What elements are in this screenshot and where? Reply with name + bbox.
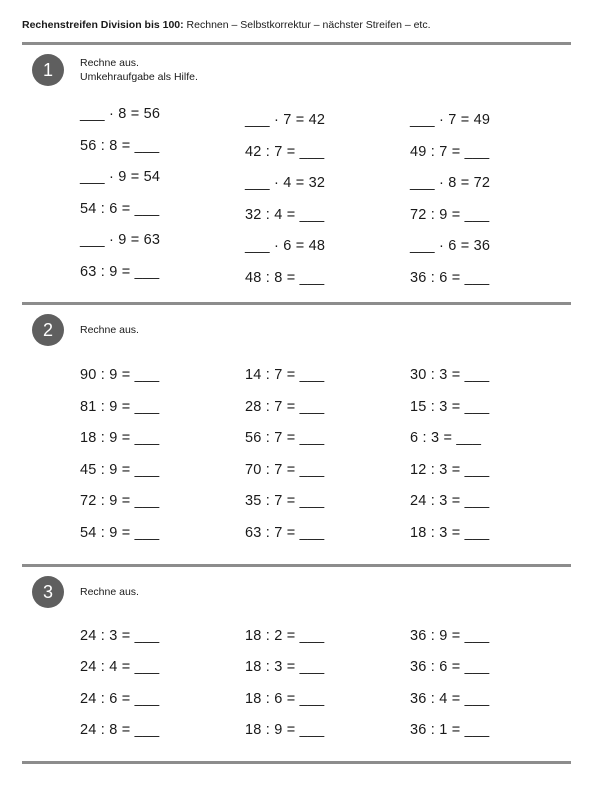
task-item: 63 : 9 = ___ bbox=[80, 264, 160, 280]
task-item: ___ · 7 = 49 bbox=[410, 112, 491, 128]
task-item: 45 : 9 = ___ bbox=[80, 462, 160, 478]
task-item: 24 : 3 = ___ bbox=[80, 628, 160, 644]
task-item: 32 : 4 = ___ bbox=[245, 207, 325, 223]
task-item: ___ · 7 = 42 bbox=[245, 112, 326, 128]
task-item: 54 : 6 = ___ bbox=[80, 201, 160, 217]
task-item: 70 : 7 = ___ bbox=[245, 462, 325, 478]
task-item: 12 : 3 = ___ bbox=[410, 462, 490, 478]
task-item: ___ · 6 = 48 bbox=[245, 238, 326, 254]
task-item: 15 : 3 = ___ bbox=[410, 399, 490, 415]
task-item: ___ · 8 = 56 bbox=[80, 106, 161, 122]
task-item: 36 : 4 = ___ bbox=[410, 691, 490, 707]
header-title-bold: Rechenstreifen Division bis 100: bbox=[22, 19, 184, 31]
task-item: 18 : 9 = ___ bbox=[245, 722, 325, 738]
task-item: ___ · 4 = 32 bbox=[245, 175, 326, 191]
task-item: 24 : 6 = ___ bbox=[80, 691, 160, 707]
section-instructions bbox=[80, 56, 198, 84]
task-item: 48 : 8 = ___ bbox=[245, 270, 325, 286]
task-item: ___ · 6 = 36 bbox=[410, 238, 491, 254]
task-item: 18 : 3 = ___ bbox=[410, 525, 490, 541]
section-number-badge: 2 bbox=[32, 314, 64, 346]
task-item: 36 : 1 = ___ bbox=[410, 722, 490, 738]
header-title-rest: Rechnen – Selbstkorrektur – nächster Streifen – etc. bbox=[183, 19, 431, 31]
task-item: 6 : 3 = ___ bbox=[410, 430, 482, 446]
task-item: 36 : 9 = ___ bbox=[410, 628, 490, 644]
task-item: ___ · 9 = 54 bbox=[80, 169, 161, 185]
task-item: 42 : 7 = ___ bbox=[245, 144, 325, 160]
divider-2 bbox=[22, 564, 571, 567]
section-number-badge: 1 bbox=[32, 54, 64, 86]
task-item: 14 : 7 = ___ bbox=[245, 367, 325, 383]
task-item: 36 : 6 = ___ bbox=[410, 659, 490, 675]
task-item: 36 : 6 = ___ bbox=[410, 270, 490, 286]
task-item: 18 : 6 = ___ bbox=[245, 691, 325, 707]
task-item: 24 : 8 = ___ bbox=[80, 722, 160, 738]
section-number-badge: 3 bbox=[32, 576, 64, 608]
task-item: 81 : 9 = ___ bbox=[80, 399, 160, 415]
section-instructions bbox=[80, 323, 139, 337]
task-item: 90 : 9 = ___ bbox=[80, 367, 160, 383]
task-item: 54 : 9 = ___ bbox=[80, 525, 160, 541]
task-item: 18 : 2 = ___ bbox=[245, 628, 325, 644]
task-item: 18 : 9 = ___ bbox=[80, 430, 160, 446]
task-item: 28 : 7 = ___ bbox=[245, 399, 325, 415]
task-item: 56 : 8 = ___ bbox=[80, 138, 160, 154]
task-item: 30 : 3 = ___ bbox=[410, 367, 490, 383]
task-item: 72 : 9 = ___ bbox=[80, 493, 160, 509]
instruction-line: Rechne aus. bbox=[80, 324, 139, 336]
task-item: 24 : 3 = ___ bbox=[410, 493, 490, 509]
task-item: 56 : 7 = ___ bbox=[245, 430, 325, 446]
instruction-line: Rechne aus. bbox=[80, 586, 139, 598]
task-item: 35 : 7 = ___ bbox=[245, 493, 325, 509]
task-item: ___ · 9 = 63 bbox=[80, 232, 161, 248]
section-instructions bbox=[80, 585, 139, 599]
instruction-line: Umkehraufgabe als Hilfe. bbox=[80, 71, 198, 83]
instruction-line: Rechne aus. bbox=[80, 57, 139, 69]
task-item: 18 : 3 = ___ bbox=[245, 659, 325, 675]
divider-bottom bbox=[22, 761, 571, 764]
divider-1 bbox=[22, 302, 571, 305]
task-item: ___ · 8 = 72 bbox=[410, 175, 491, 191]
task-item: 24 : 4 = ___ bbox=[80, 659, 160, 675]
task-item: 63 : 7 = ___ bbox=[245, 525, 325, 541]
task-item: 49 : 7 = ___ bbox=[410, 144, 490, 160]
divider-top bbox=[22, 42, 571, 45]
task-item: 72 : 9 = ___ bbox=[410, 207, 490, 223]
worksheet-header bbox=[22, 19, 431, 31]
